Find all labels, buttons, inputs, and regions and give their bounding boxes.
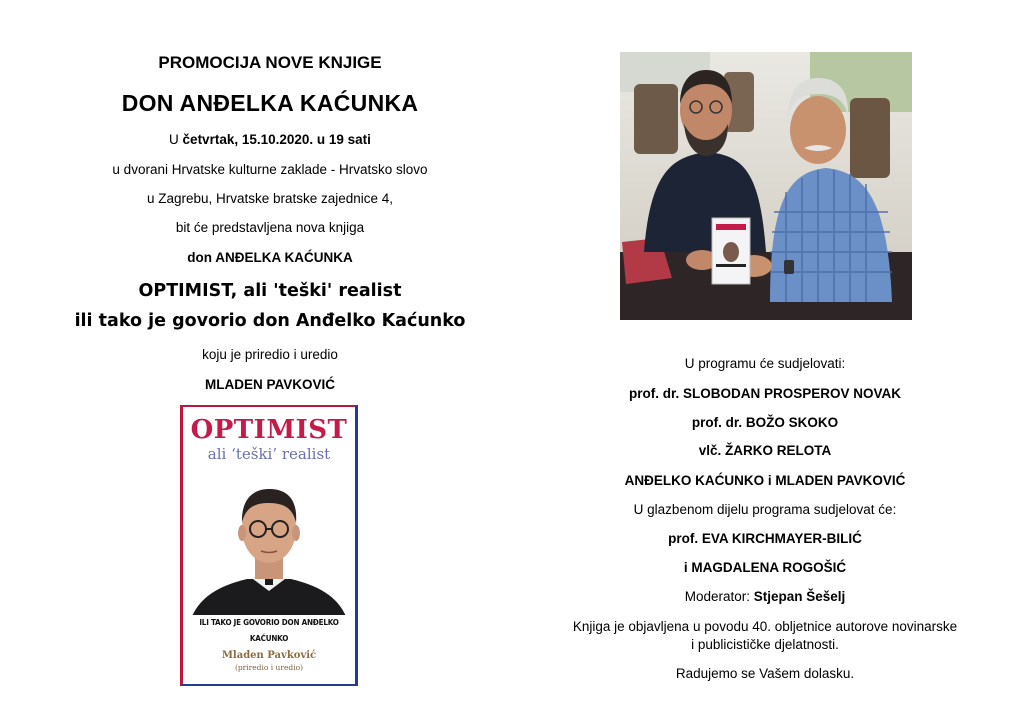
participant-2: prof. dr. BOŽO SKOKO [691, 415, 839, 430]
cover-role: (priredio i uredio) [234, 663, 304, 672]
address-line: u Zagrebu, Hrvatske bratske zajednice 4, [146, 191, 394, 206]
moderator-label: Moderator: [684, 589, 754, 604]
participant-4: ANĐELKO KAĆUNKO i MLADEN PAVKOVIĆ [624, 473, 906, 488]
date-prefix: U [169, 132, 183, 147]
occasion-line-2: i publicističke djelatnosti. [691, 637, 839, 652]
participant-1: prof. dr. SLOBODAN PROSPEROV NOVAK [628, 386, 902, 401]
program-intro: U programu će sudjelovati: [684, 356, 846, 371]
author-heading: DON ANĐELKA KAĆUNKA [121, 90, 419, 116]
photo-two-men-holding-book-icon [620, 52, 912, 320]
venue-line: u dvorani Hrvatske kulturne zaklade - Hrvatsko slovo [112, 162, 428, 177]
closing-line: Radujemo se Vašem dolasku. [675, 666, 855, 681]
event-photo [620, 52, 912, 320]
book-title-line-1: OPTIMIST, ali 'teški' realist [138, 281, 402, 301]
cover-subtitle: ali ‘teški’ realist [207, 445, 331, 463]
priest-portrait-icon [183, 467, 355, 627]
occasion-line-1: Knjiga je objavljena u povodu 40. obljetnice autorove novinarske [572, 619, 958, 634]
date-line [60, 132, 480, 147]
moderator-name: Stjepan Šešelj [753, 589, 846, 604]
date-time: četvrtak, 15.10.2020. u 19 sati [182, 132, 371, 147]
book-cover [180, 405, 358, 686]
book-title-line-2: ili tako je govorio don Anđelko Kaćunko [74, 311, 466, 331]
cover-author: Mladen Pavković [221, 650, 317, 661]
book-author-line: don ANĐELKA KAĆUNKA [187, 250, 353, 265]
edited-by-line: koju je priredio i uredio [202, 347, 338, 362]
musician-2: i MAGDALENA ROGOŠIĆ [683, 560, 847, 575]
cover-title: OPTIMIST [190, 415, 348, 445]
participant-3: vlč. ŽARKO RELOTA [698, 443, 832, 458]
editor-name: MLADEN PAVKOVIĆ [204, 377, 335, 392]
music-intro: U glazbenom dijelu programa sudjelovat će: [633, 502, 897, 517]
moderator-line [550, 589, 980, 604]
presented-line: bit će predstavljena nova knjiga [175, 220, 365, 235]
musician-1: prof. EVA KIRCHMAYER-BILIĆ [668, 531, 862, 546]
cover-strip-text: ILI TAKO JE GOVORIO DON ANĐELKO KAĆUNKO [183, 615, 355, 631]
promotion-heading: PROMOCIJA NOVE KNJIGE [158, 53, 382, 72]
